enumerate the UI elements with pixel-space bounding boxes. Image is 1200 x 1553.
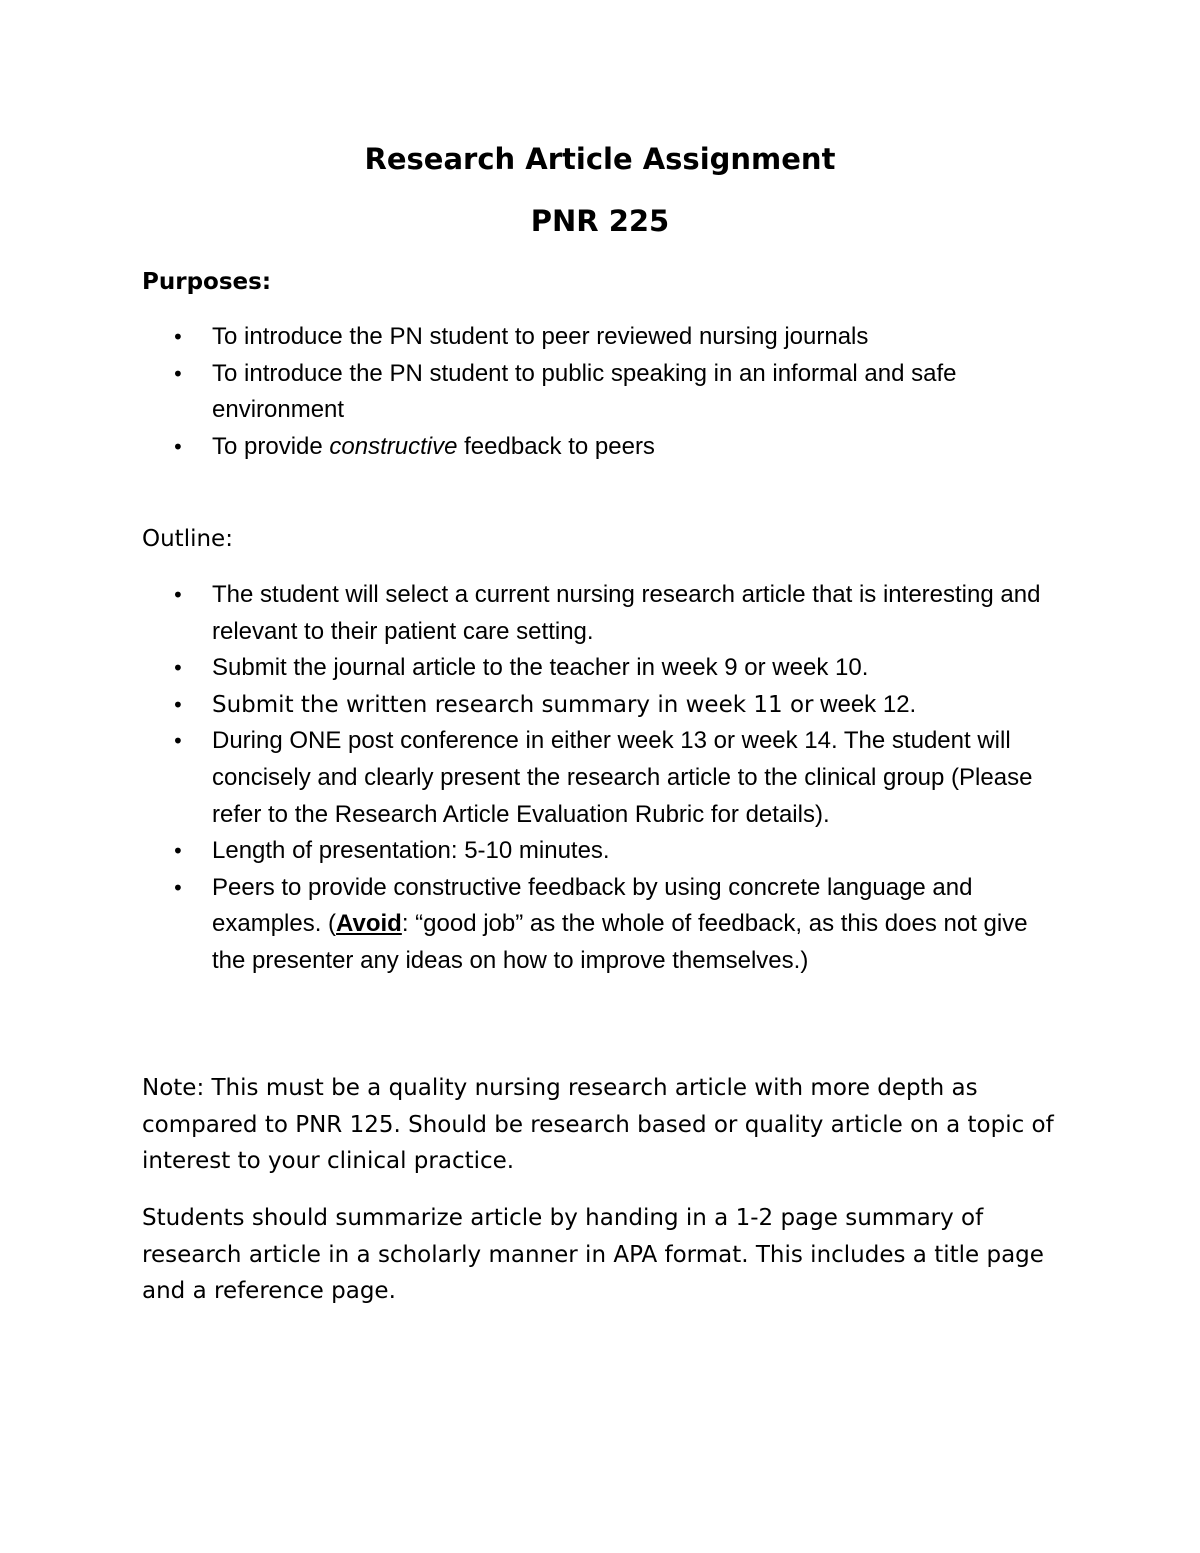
list-item-text: To introduce the PN student to peer reviewed nursing journals <box>212 323 869 350</box>
list-item-text-start: Peers to provide constructive feedback by using concrete language and examples. ( <box>212 873 973 938</box>
list-item <box>0 577 1060 650</box>
list-item-text-end: feedback to peers <box>457 432 655 460</box>
bullet-icon: • <box>172 692 184 717</box>
list-item <box>0 356 1060 429</box>
avoid-emphasis: Avoid <box>336 910 402 938</box>
bullet-icon: • <box>172 361 184 386</box>
list-item <box>0 833 1060 870</box>
list-item <box>0 429 1060 466</box>
purposes-heading: Purposes: <box>142 269 272 295</box>
list-item-text: To introduce the PN student to public speaking in an informal and safe environment <box>212 359 957 424</box>
list-item-text: Submit the journal article to the teacher in week 9 or week 10. <box>212 654 869 682</box>
list-item-text-start: Submit the written research summary in week 11 or <box>212 691 814 718</box>
list-item-text: The student will select a current nursing research article that is interesting and relevant to their patient care setting. <box>212 581 1041 645</box>
purposes-list <box>0 319 1060 465</box>
bullet-icon: • <box>172 839 184 864</box>
list-item-text-end: : “good job” as the whole of feedback, as this does not give the presenter any ideas on how to improve themselves.) <box>212 910 1028 974</box>
list-item <box>0 723 1060 833</box>
bullet-icon: • <box>172 656 184 681</box>
emphasized-word: constructive <box>329 432 458 460</box>
list-item <box>0 319 1060 356</box>
bullet-icon: • <box>172 875 184 900</box>
students-paragraph: Students should summarize article by handing in a 1-2 page summary of research article in a scholarly manner in APA format. This includes a title page and a reference page. <box>142 1205 1044 1305</box>
bullet-icon: • <box>172 729 184 754</box>
list-item <box>0 650 1060 687</box>
note-paragraph: Note: This must be a quality nursing research article with more depth as compared to PNR 125. Should be research based or quality article on a topic of interest to your clinical practice. <box>142 1075 1054 1175</box>
list-item <box>0 687 1060 724</box>
list-item <box>0 870 1060 980</box>
list-item-text: During ONE post conference in either week 13 or week 14. The student will concisely and clearly present the research article to the clinical group (Please refer to the Research Article Evaluation Rubric for details). <box>212 727 1033 828</box>
list-item-text: Length of presentation: 5-10 minutes. <box>212 837 610 865</box>
bullet-icon: • <box>172 434 184 459</box>
list-item-text-end: week 12. <box>813 690 917 718</box>
outline-heading: Outline: <box>142 526 233 552</box>
list-item-text-start: To provide <box>212 432 330 460</box>
document-title: Research Article Assignment <box>364 142 836 176</box>
bullet-icon: • <box>172 325 184 349</box>
bullet-icon: • <box>172 583 184 607</box>
course-code: PNR 225 <box>530 204 670 238</box>
outline-list <box>0 577 1060 980</box>
